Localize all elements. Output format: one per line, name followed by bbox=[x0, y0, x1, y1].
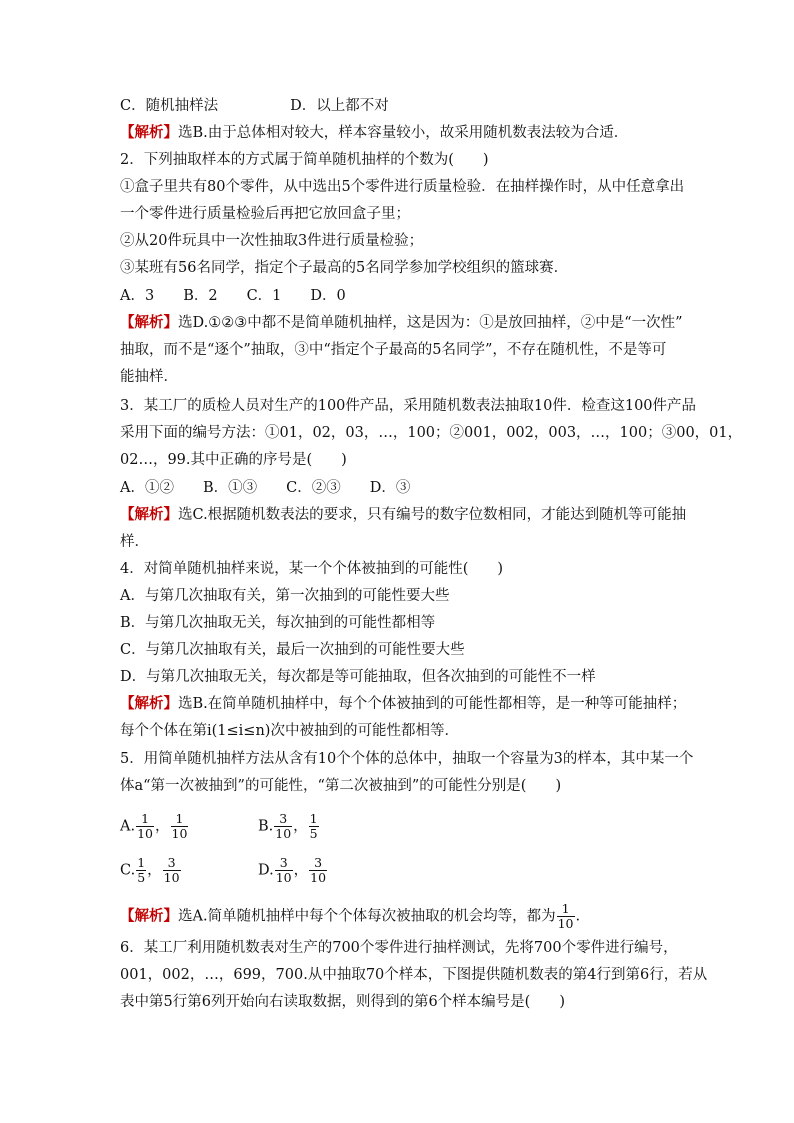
q6-stem: 001，002，…，699，700.从中抽取70个样本，下图提供随机数表的第4行到第6行，若从 bbox=[120, 967, 708, 983]
fraction: $\frac{1}{5}$ bbox=[137, 855, 146, 885]
q2-analysis-cont: 能抽样． bbox=[120, 369, 178, 385]
q3-options: A．①② B．①③ C．②③ D．③ bbox=[120, 480, 411, 496]
q1-options-line bbox=[120, 96, 389, 116]
q5-analysis: 【解析】选A.简单随机抽样中每个个体每次被抽取的机会均等，都为 $\frac{1}{10}$ . bbox=[120, 901, 581, 931]
q2-item: ②从20件玩具中一次性抽取3件进行质量检验； bbox=[120, 233, 424, 249]
q5-stem: 体a“第一次被抽到”的可能性，“第二次被抽到”的可能性分别是( ) bbox=[120, 778, 562, 794]
analysis-tag: 【解析】 bbox=[120, 125, 178, 141]
analysis-tag: 【解析】 bbox=[120, 908, 178, 925]
fraction: $\frac{1}{10}$ bbox=[557, 901, 574, 931]
fraction: $\frac{3}{10}$ bbox=[275, 855, 292, 885]
q5-option-c: C. $\frac{1}{5}$ ， $\frac{3}{10}$ bbox=[120, 855, 180, 885]
q5-stem: 5．用简单随机抽样方法从含有10个个体的总体中，抽取一个容量为3的样本，其中某一个 bbox=[120, 751, 694, 767]
q1-analysis: 【解析】选B.由于总体相对较大，样本容量较小，故采用随机数表法较为合适． bbox=[120, 125, 629, 141]
q2-item: ③某班有56名同学，指定个子最高的5名同学参加学校组织的篮球赛． bbox=[120, 260, 569, 276]
q4-analysis-cont: 每个个体在第i(1≤i≤n)次中被抽到的可能性都相等． bbox=[120, 723, 459, 739]
q3-stem: 3．某工厂的质检人员对生产的100件产品，采用随机数表法抽取10件．检查这100件产品 bbox=[120, 398, 697, 414]
q4-stem: 4．对简单随机抽样来说，某一个个体被抽到的可能性( ) bbox=[120, 561, 504, 577]
q6-stem: 表中第5行第6列开始向右读取数据，则得到的第6个样本编号是( ) bbox=[120, 994, 565, 1010]
fraction: $\frac{1}{10}$ bbox=[137, 811, 153, 841]
fraction: $\frac{1}{10}$ bbox=[171, 811, 188, 841]
q5-option-b: B. $\frac{3}{10}$ ， $\frac{1}{5}$ bbox=[258, 811, 318, 841]
q3-stem: 02…，99.其中正确的序号是( ) bbox=[120, 452, 347, 468]
q3-analysis: 【解析】选C.根据随机数表法的要求，只有编号的数字位数相同，才能达到随机等可能抽 bbox=[120, 507, 687, 523]
q6-stem: 6．某工厂利用随机数表对生产的700个零件进行抽样测试，先将700个零件进行编号， bbox=[120, 940, 678, 956]
q4-option: D．与第几次抽取无关，每次都是等可能抽取，但各次抽到的可能性不一样 bbox=[120, 669, 596, 685]
q4-analysis: 【解析】选B.在简单随机抽样中，每个个体被抽到的可能性都相等，是一种等可能抽样； bbox=[120, 696, 687, 712]
q3-stem: 采用下面的编号方法：①01，02，03，…，100；②001，002，003，…，100；③00，01， bbox=[120, 425, 743, 441]
q2-item: ①盒子里共有80个零件，从中选出5个零件进行质量检验．在抽样操作时，从中任意拿出 bbox=[120, 179, 685, 195]
analysis-tag: 【解析】 bbox=[120, 315, 178, 331]
q2-item: 一个零件进行质量检验后再把它放回盒子里； bbox=[120, 206, 410, 222]
q5-option-d: D. $\frac{3}{10}$ ， $\frac{3}{10}$ bbox=[258, 855, 327, 885]
q5-option-a: A. $\frac{1}{10}$ ， $\frac{1}{10}$ bbox=[120, 811, 188, 841]
q3-analysis-cont: 样． bbox=[120, 534, 149, 550]
q4-option: B．与第几次抽取无关，每次抽到的可能性都相等 bbox=[120, 615, 436, 631]
analysis-tag: 【解析】 bbox=[120, 696, 178, 712]
fraction: $\frac{3}{10}$ bbox=[163, 855, 180, 885]
q1-option-d: D．以上都不对 bbox=[290, 98, 389, 114]
q1-option-c: C．随机抽样法 bbox=[120, 98, 219, 114]
q2-analysis-cont: 抽取，而不是“逐个”抽取，③中“指定个子最高的5名同学”，不存在随机性，不是等可 bbox=[120, 342, 667, 358]
q4-option: C．与第几次抽取有关，最后一次抽到的可能性要大些 bbox=[120, 642, 465, 658]
q2-analysis: 【解析】选D.①②③中都不是简单随机抽样，这是因为：①是放回抽样，②中是“一次性” bbox=[120, 315, 683, 331]
q4-option: A．与第几次抽取有关，第一次抽到的可能性要大些 bbox=[120, 588, 450, 604]
q2-options: A．3 B．2 C．1 D．0 bbox=[120, 288, 346, 304]
fraction: $\frac{1}{5}$ bbox=[309, 811, 318, 841]
q2-stem: 2．下列抽取样本的方式属于简单随机抽样的个数为( ) bbox=[120, 152, 489, 168]
fraction: $\frac{3}{10}$ bbox=[275, 811, 292, 841]
fraction: $\frac{3}{10}$ bbox=[310, 855, 327, 885]
analysis-tag: 【解析】 bbox=[120, 507, 178, 523]
